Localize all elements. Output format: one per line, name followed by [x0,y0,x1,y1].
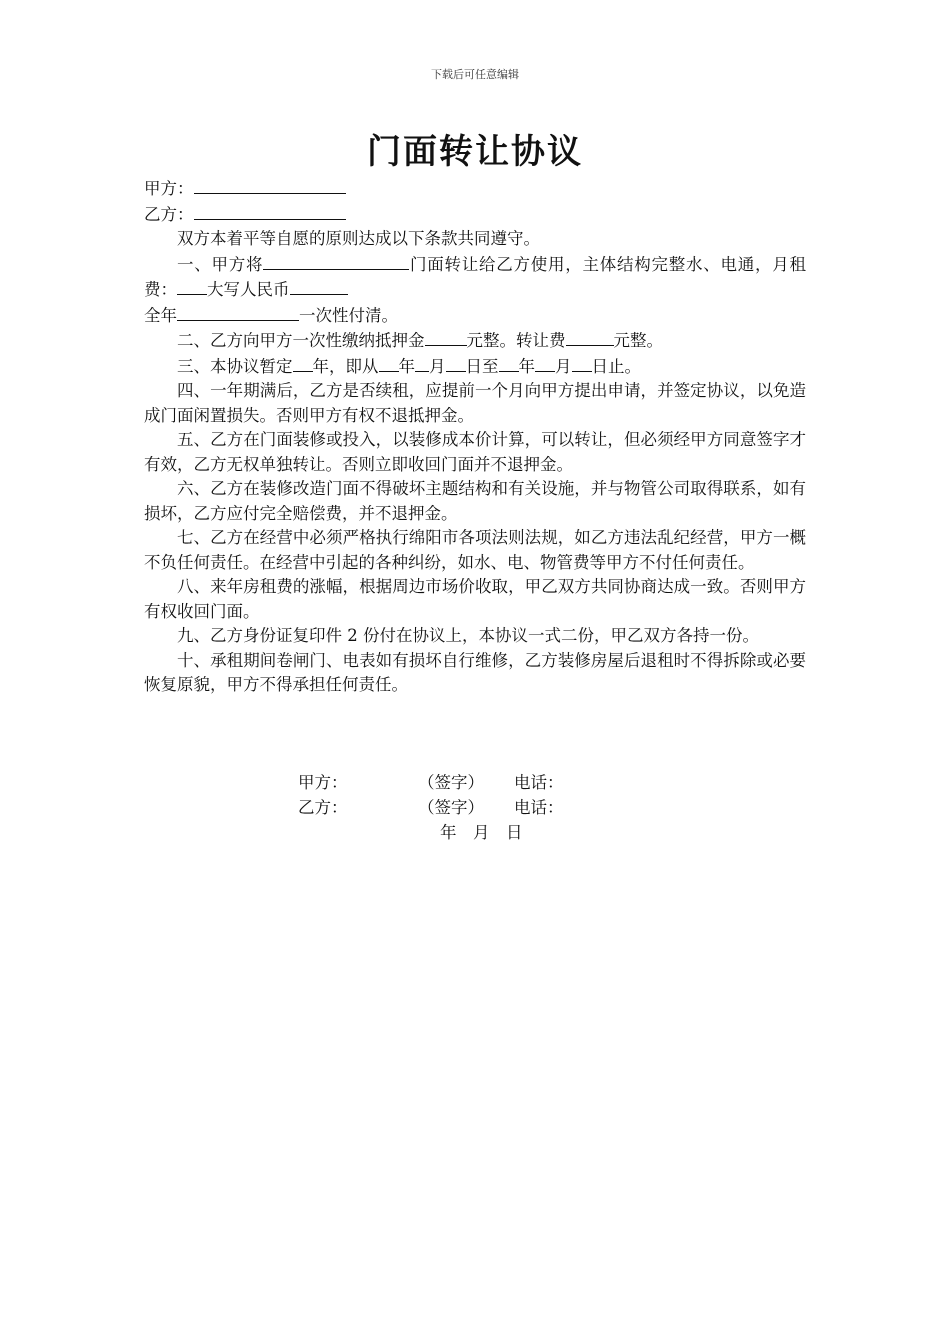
clause-2-text-b: 元整。转让费 [466,331,566,350]
party-b-blank [194,202,346,220]
yearly-amount-blank [177,303,299,321]
start-day-blank [446,354,466,372]
clause-2-text-c: 元整。 [613,331,663,350]
signature-party-a-label: 甲方： [298,773,348,792]
clause-3 [144,354,806,380]
signature-party-a-sign: （签字） [418,773,484,792]
party-a-label: 甲方： [144,179,194,198]
party-a-line [144,176,806,202]
clause-10: 十、承租期间卷闸门、电表如有损坏自行维修，乙方装修房屋后退租时不得拆除或必要恢复原貌，甲方不得承担任何责任。 [144,650,806,694]
transfer-fee-blank [566,328,614,346]
clause-3-text-b: 年，即从 [312,356,379,376]
signature-party-b-label: 乙方： [298,798,348,817]
signature-party-b-phone: 电话： [514,798,564,817]
start-year-blank [379,354,399,372]
clause-4: 四、一年期满后，乙方是否续租，应提前一个月向甲方提出申请，并签定协议，以免造成门面闲置损失。否则甲方有权不退抵押金。 [144,381,806,425]
clause-2 [144,328,806,354]
document-title: 门面转让协议 [367,132,583,172]
clause-8: 八、来年房租费的涨幅，根据周边市场价收取，甲乙双方共同协商达成一致。否则甲方有权收回门面。 [144,577,806,621]
clause-3-text-a: 三、本协议暂定 [177,356,293,376]
signature-party-b-sign: （签字） [418,798,484,817]
start-month-blank [415,354,429,372]
end-month-blank [535,354,555,372]
clause-3-text-g: 月 [555,356,572,376]
clause-3-text-e: 日至 [465,356,499,376]
end-day-blank [572,354,592,372]
deposit-blank [425,328,467,346]
signature-line-party-b [298,796,564,821]
party-a-blank [194,176,346,194]
clause-3-text-c: 年 [398,356,415,376]
clause-9: 九、乙方身份证复印件 2 份付在协议上，本协议一式二份，甲乙双方各持一份。 [177,626,759,645]
signature-line-party-a [298,771,564,796]
party-b-line [144,202,806,228]
signature-party-a-phone: 电话： [514,773,564,792]
term-years-blank [293,354,313,372]
clause-5: 五、乙方在门面装修或投入，以装修成本价计算，可以转让，但必须经甲方同意签字才有效，乙方无权单独转让。否则立即收回门面并不退押金。 [144,430,806,474]
shop-location-blank [263,252,409,270]
monthly-rent-blank [177,277,207,295]
clause-1-text-e: 一次性付清。 [299,305,398,325]
rent-in-words-blank [290,277,348,295]
clause-1-text-a: 一、甲方将 [177,254,264,274]
clause-1-text-d: 全年 [144,305,177,325]
clause-1-text-c: 大写人民币 [207,280,290,299]
clause-1-text-b: 门面转让给乙方使用，主体结构完整水、电通，月租费： [144,254,806,299]
clause-3-text-h: 日止。 [591,356,641,376]
intro-paragraph: 双方本着平等自愿的原则达成以下条款共同遵守。 [177,229,540,248]
party-b-label: 乙方： [144,204,194,224]
clause-7: 七、乙方在经营中必须严格执行绵阳市各项法则法规，如乙方违法乱纪经营，甲方一概不负任何责任。在经营中引起的各种纠纷，如水、电、物管费等甲方不付任何责任。 [144,528,806,572]
clause-3-text-d: 月 [429,356,446,376]
clause-3-text-f: 年 [518,356,535,376]
clause-1-yearly-line [144,303,806,329]
header-note: 下载后可任意编辑 [431,68,519,81]
clause-2-text-a: 二、乙方向甲方一次性缴纳抵押金 [177,331,425,350]
end-year-blank [499,354,519,372]
clause-1 [144,252,806,303]
signature-date-line: 年 月 日 [440,823,523,842]
document-body [144,176,806,698]
clause-6: 六、乙方在装修改造门面不得破坏主题结构和有关设施，并与物管公司取得联系，如有损坏，乙方应付完全赔偿费，并不退押金。 [144,479,806,523]
